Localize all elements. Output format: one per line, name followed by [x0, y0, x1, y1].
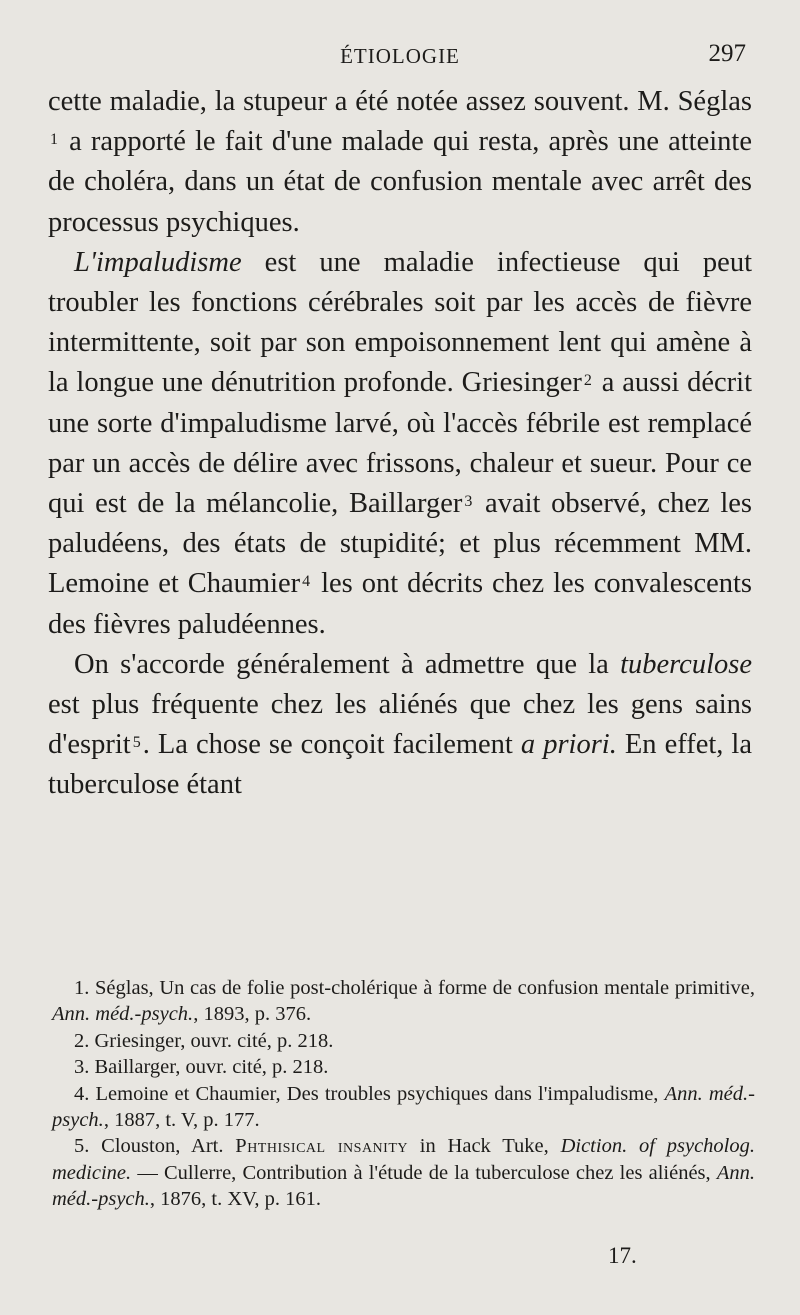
text-span: a rapporté le fait d'une malade qui resta, après une atteinte de choléra, dans un état de confusion mentale avec arrêt des processus psychiques. — [48, 126, 752, 238]
italic-term-impaludisme: L'impaludisme — [74, 246, 242, 278]
text-span: 4. Lemoine et Chaumier, Des troubles psychiques dans l'impaludisme, — [74, 1082, 665, 1105]
running-head-title: ÉTIOLOGIE — [340, 44, 460, 68]
text-span: , 1887, t. V, p. 177. — [103, 1109, 260, 1132]
note-ref-5: 5 — [132, 734, 141, 752]
text-span: est une maladie infectieuse qui peut troubler les fonctions cérébrales soit par les accès de fièvre intermittente, soit par son empoisonnement lent qui amène à la longue une dénutrition profonde. Griesinger — [48, 246, 752, 399]
footnote-2: 2. Griesinger, ouvr. cité, p. 218. — [74, 1029, 334, 1052]
paragraph-2 — [48, 243, 752, 645]
italic-a-priori: a priori. — [520, 729, 617, 761]
text-span: in Hack Tuke, — [408, 1135, 561, 1158]
italic-journal: Ann. méd.-psych. — [52, 1082, 755, 1132]
footnote-separator — [48, 955, 238, 956]
text-span: On s'accorde généralement à admettre que la — [74, 648, 621, 680]
note-ref-3: 3 — [464, 493, 473, 511]
text-span: avait observé, chez les paludéens, des états de stupidité; et plus récemment MM. Lemoine et Chaumier — [48, 488, 753, 600]
italic-dictionary: Diction. of psycholog. medicine. — [52, 1135, 755, 1184]
note-ref-1: 1 — [50, 131, 58, 149]
footnotes — [52, 975, 755, 1213]
small-caps-title: Phthisical insanity — [235, 1135, 408, 1158]
note-ref-4: 4 — [302, 573, 311, 591]
footnote-3: 3. Baillarger, ouvr. cité, p. 218. — [74, 1056, 329, 1079]
signature-mark: 17. — [608, 1243, 637, 1268]
page-number: 297 — [708, 40, 746, 67]
text-span: a aussi décrit une sorte d'impaludisme larvé, où l'accès fébrile est remplacé par un accès de délire avec frissons, chaleur et sueur. Pour ce qui est de la mélancolie, Baillarger — [48, 367, 752, 520]
note-ref-2: 2 — [583, 372, 592, 390]
main-text — [48, 82, 752, 806]
italic-journal: Ann. méd.-psych. — [52, 1161, 755, 1211]
text-span: , 1893, p. 376. — [193, 1003, 312, 1026]
paragraph-3 — [48, 645, 752, 806]
italic-journal: Ann. méd.-psych. — [52, 1003, 194, 1026]
text-span: est plus fréquente chez les aliénés que chez les gens sains d'esprit — [48, 689, 752, 761]
text-span: les ont décrits chez les convalescents des fièvres paludéennes. — [48, 568, 753, 640]
text-span: , 1876, t. XV, p. 161. — [149, 1188, 321, 1211]
text-span: En effet, la tuberculose étant — [48, 729, 752, 801]
text-span: cette maladie, la stupeur a été notée assez souvent. M. Séglas — [48, 86, 752, 117]
text-span: 1. Séglas, Un cas de folie post-cholérique à forme de confusion mentale primitive, — [74, 977, 755, 999]
text-span: . La chose se conçoit facilement — [142, 729, 521, 761]
italic-term-tuberculose: tuberculose — [620, 648, 752, 680]
footnote-1 — [52, 975, 755, 1028]
text-span: 5. Clouston, Art. — [74, 1135, 236, 1158]
footnote-4 — [52, 1081, 755, 1134]
footnote-5 — [52, 1133, 755, 1212]
text-span: — Cullerre, Contribution à l'étude de la tuberculose chez les aliénés, — [131, 1161, 717, 1184]
paragraph-1 — [48, 82, 752, 243]
